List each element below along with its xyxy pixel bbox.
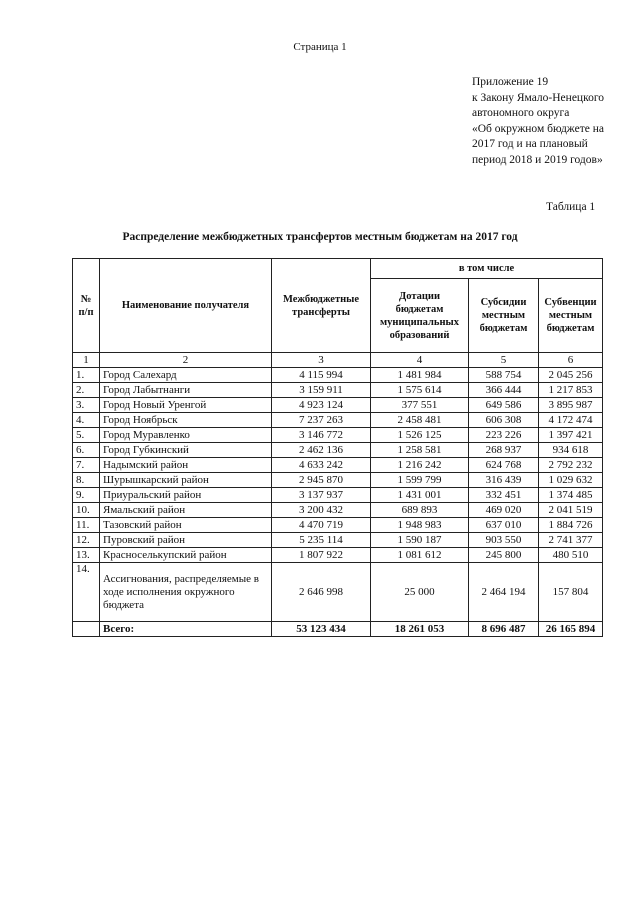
table-number: Таблица 1 <box>546 201 596 213</box>
dotations-value: 689 893 <box>371 503 469 518</box>
recipient-name: Всего: <box>100 622 272 637</box>
header-dotations: Дотации бюджетам муниципальных образований <box>371 279 469 353</box>
col-number: 6 <box>539 353 603 368</box>
transfers-value: 4 470 719 <box>272 518 371 533</box>
subsidies-value: 624 768 <box>469 458 539 473</box>
subventions-value: 480 510 <box>539 548 603 563</box>
subsidies-value: 245 800 <box>469 548 539 563</box>
appendix-line: автономного округа <box>472 107 570 119</box>
dotations-value: 1 481 984 <box>371 368 469 383</box>
dotations-value: 1 258 581 <box>371 443 469 458</box>
table-row <box>73 488 603 503</box>
table-row <box>73 563 603 622</box>
transfers-value: 2 646 998 <box>272 563 371 622</box>
transfers-value: 7 237 263 <box>272 413 371 428</box>
transfers-value: 4 923 124 <box>272 398 371 413</box>
col-number: 1 <box>73 353 100 368</box>
dotations-value: 18 261 053 <box>371 622 469 637</box>
row-num: 1. <box>73 368 100 383</box>
recipient-name: Ямальский район <box>100 503 272 518</box>
row-num: 5. <box>73 428 100 443</box>
row-num: 4. <box>73 413 100 428</box>
subsidies-value: 332 451 <box>469 488 539 503</box>
table-row <box>73 518 603 533</box>
dotations-value: 1 216 242 <box>371 458 469 473</box>
transfers-value: 3 200 432 <box>272 503 371 518</box>
subventions-value: 1 029 632 <box>539 473 603 488</box>
subventions-value: 2 741 377 <box>539 533 603 548</box>
dotations-value: 377 551 <box>371 398 469 413</box>
column-numbers-row <box>73 353 603 368</box>
transfers-value: 4 633 242 <box>272 458 371 473</box>
transfers-value: 5 235 114 <box>272 533 371 548</box>
table-title: Распределение межбюджетных трансфертов местным бюджетам на 2017 год <box>122 231 518 243</box>
col-number: 3 <box>272 353 371 368</box>
subventions-value: 2 041 519 <box>539 503 603 518</box>
subventions-value: 157 804 <box>539 563 603 622</box>
subsidies-value: 649 586 <box>469 398 539 413</box>
subventions-value: 1 217 853 <box>539 383 603 398</box>
subventions-value: 1 397 421 <box>539 428 603 443</box>
table-row <box>73 398 603 413</box>
recipient-name: Приуральский район <box>100 488 272 503</box>
subsidies-value: 366 444 <box>469 383 539 398</box>
recipient-name: Тазовский район <box>100 518 272 533</box>
recipient-name: Пуровский район <box>100 533 272 548</box>
header-name: Наименование получателя <box>100 259 272 353</box>
row-num: 11. <box>73 518 100 533</box>
page-label: Страница 1 <box>293 41 347 53</box>
recipient-name: Город Ноябрьск <box>100 413 272 428</box>
table-row <box>73 533 603 548</box>
subventions-value: 26 165 894 <box>539 622 603 637</box>
row-num: 2. <box>73 383 100 398</box>
subventions-value: 2 792 232 <box>539 458 603 473</box>
subsidies-value: 606 308 <box>469 413 539 428</box>
row-num: 3. <box>73 398 100 413</box>
subsidies-value: 903 550 <box>469 533 539 548</box>
recipient-name: Город Новый Уренгой <box>100 398 272 413</box>
subsidies-value: 588 754 <box>469 368 539 383</box>
transfers-value: 2 945 870 <box>272 473 371 488</box>
header-transfers: Межбюджетные трансферты <box>272 259 371 353</box>
transfers-value: 1 807 922 <box>272 548 371 563</box>
appendix-line: Приложение 19 <box>472 76 549 88</box>
table-row <box>73 473 603 488</box>
col-number: 2 <box>100 353 272 368</box>
subsidies-value: 8 696 487 <box>469 622 539 637</box>
row-num: 8. <box>73 473 100 488</box>
total-row <box>73 622 603 637</box>
transfers-value: 3 137 937 <box>272 488 371 503</box>
transfers-value: 3 159 911 <box>272 383 371 398</box>
recipient-name: Ассигнования, распределяемые в ходе исполнения окружного бюджета <box>100 563 272 622</box>
table-row <box>73 368 603 383</box>
row-num: 13. <box>73 548 100 563</box>
dotations-value: 2 458 481 <box>371 413 469 428</box>
recipient-name: Город Салехард <box>100 368 272 383</box>
appendix-line: «Об окружном бюджете на <box>472 122 604 135</box>
dotations-value: 1 575 614 <box>371 383 469 398</box>
dotations-value: 1 590 187 <box>371 533 469 548</box>
subventions-value: 934 618 <box>539 443 603 458</box>
col-number: 5 <box>469 353 539 368</box>
header-including: в том числе <box>371 259 603 279</box>
appendix-line: к Закону Ямало-Ненецкого <box>472 91 605 104</box>
header-num: № п/п <box>73 259 100 353</box>
table-row <box>73 383 603 398</box>
header-subsidies: Субсидии местным бюджетам <box>469 279 539 353</box>
subsidies-value: 223 226 <box>469 428 539 443</box>
appendix-line: 2017 год и на плановый <box>472 138 588 150</box>
dotations-value: 1 081 612 <box>371 548 469 563</box>
header-subventions: Субвенции местным бюджетам <box>539 279 603 353</box>
subsidies-value: 469 020 <box>469 503 539 518</box>
subsidies-value: 268 937 <box>469 443 539 458</box>
row-num: 9. <box>73 488 100 503</box>
recipient-name: Город Муравленко <box>100 428 272 443</box>
table-row <box>73 428 603 443</box>
dotations-value: 25 000 <box>371 563 469 622</box>
subsidies-value: 637 010 <box>469 518 539 533</box>
row-num: 6. <box>73 443 100 458</box>
dotations-value: 1 599 799 <box>371 473 469 488</box>
table-row <box>73 503 603 518</box>
row-num: 7. <box>73 458 100 473</box>
dotations-value: 1 431 001 <box>371 488 469 503</box>
recipient-name: Надымский район <box>100 458 272 473</box>
table-row <box>73 413 603 428</box>
subventions-value: 1 884 726 <box>539 518 603 533</box>
subsidies-value: 316 439 <box>469 473 539 488</box>
row-num: 14. <box>73 563 100 622</box>
recipient-name: Шурышкарский район <box>100 473 272 488</box>
transfers-table <box>72 258 603 637</box>
table-row <box>73 443 603 458</box>
table-row <box>73 548 603 563</box>
dotations-value: 1 948 983 <box>371 518 469 533</box>
recipient-name: Красноселькупский район <box>100 548 272 563</box>
table-row <box>73 458 603 473</box>
transfers-value: 4 115 994 <box>272 368 371 383</box>
subventions-value: 2 045 256 <box>539 368 603 383</box>
appendix-line: период 2018 и 2019 годов» <box>472 153 603 166</box>
subventions-value: 4 172 474 <box>539 413 603 428</box>
transfers-value: 53 123 434 <box>272 622 371 637</box>
transfers-value: 2 462 136 <box>272 443 371 458</box>
col-number: 4 <box>371 353 469 368</box>
subventions-value: 1 374 485 <box>539 488 603 503</box>
recipient-name: Город Губкинский <box>100 443 272 458</box>
appendix-note <box>472 75 604 168</box>
row-num: 12. <box>73 533 100 548</box>
subsidies-value: 2 464 194 <box>469 563 539 622</box>
recipient-name: Город Лабытнанги <box>100 383 272 398</box>
transfers-value: 3 146 772 <box>272 428 371 443</box>
dotations-value: 1 526 125 <box>371 428 469 443</box>
row-num <box>73 622 100 637</box>
subventions-value: 3 895 987 <box>539 398 603 413</box>
row-num: 10. <box>73 503 100 518</box>
